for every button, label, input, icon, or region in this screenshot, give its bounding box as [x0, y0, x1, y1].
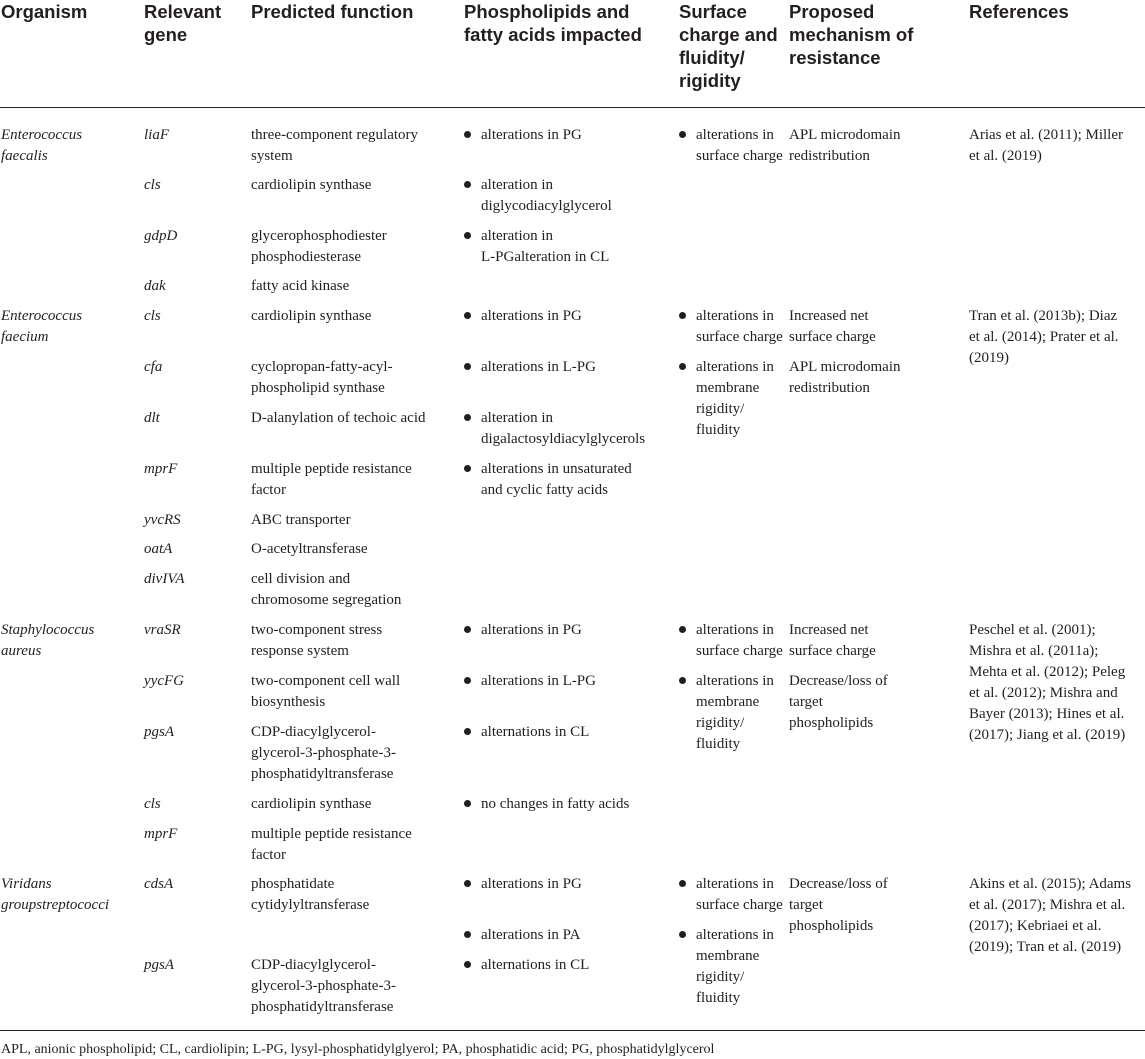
function-cell: CDP-diacylglycerol- glycerol-3-phosphate-3- phosphatidyltransferase: [251, 957, 396, 1015]
gene-cell: cls: [144, 796, 161, 812]
function-cell: two-component cell wall biosynthesis: [251, 673, 401, 710]
lipid-bullet: alterations in PG: [464, 620, 582, 641]
lipid-bullet: alterations in PG: [464, 306, 582, 327]
organism-name: Enterococcus faecium: [1, 308, 83, 345]
gene-cell: oatA: [144, 541, 173, 557]
surface-bullet: alterations in surface charge: [679, 125, 783, 167]
footer-rule: [0, 1030, 1145, 1031]
organism-name: Staphylococcus aureus: [1, 622, 95, 659]
gene-cell: mprF: [144, 461, 178, 477]
gene-cell: yycFG: [144, 673, 184, 689]
header-references: References: [969, 1, 1069, 22]
gene-cell: dlt: [144, 410, 160, 426]
gene-cell: dak: [144, 278, 166, 294]
function-cell: O-acetyltransferase: [251, 541, 368, 557]
surface-bullet: alterations in surface charge: [679, 874, 783, 916]
function-cell: two-component stress response system: [251, 622, 383, 659]
gene-cell: cls: [144, 177, 161, 193]
mechanism-cell: APL microdomain redistribution: [789, 359, 901, 396]
lipid-bullet: no changes in fatty acids: [464, 794, 629, 815]
gene-cell: vraSR: [144, 622, 181, 638]
header-relevant-gene: Relevant gene: [144, 1, 222, 45]
lipid-bullet: alterations in PG: [464, 125, 582, 146]
function-cell: cyclopropan-fatty-acyl- phospholipid synthase: [251, 359, 393, 396]
function-cell: glycerophosphodiester phosphodiesterase: [251, 228, 387, 265]
gene-cell: pgsA: [144, 724, 174, 740]
references-cell: Arias et al. (2011); Miller et al. (2019): [969, 127, 1123, 164]
header-mechanism: Proposed mechanism of resistance: [789, 1, 914, 68]
header-surface-charge: Surface charge and fluidity/ rigidity: [679, 1, 778, 91]
function-cell: multiple peptide resistance factor: [251, 461, 412, 498]
function-cell: cell division and chromosome segregation: [251, 571, 402, 608]
function-cell: D-alanylation of techoic acid: [251, 410, 426, 426]
gene-cell: mprF: [144, 826, 178, 842]
function-cell: ABC transporter: [251, 512, 351, 528]
function-cell: three-component regulatory system: [251, 127, 419, 164]
gene-cell: cls: [144, 308, 161, 324]
header-predicted-function: Predicted function: [251, 1, 414, 22]
lipid-bullet: alternations in CL: [464, 722, 589, 743]
gene-cell: yvcRS: [144, 512, 181, 528]
header-organism: Organism: [1, 1, 88, 22]
lipid-bullet: alteration in L-PGalteration in CL: [464, 226, 609, 268]
function-cell: fatty acid kinase: [251, 278, 350, 294]
surface-bullet: alterations in membrane rigidity/ fluidity: [679, 671, 774, 755]
lipid-bullet: alterations in PA: [464, 925, 580, 946]
surface-bullet: alterations in surface charge: [679, 306, 783, 348]
surface-bullet: alterations in membrane rigidity/ fluidity: [679, 357, 774, 441]
organism-name: Viridans groupstreptococci: [1, 876, 110, 913]
gene-cell: liaF: [144, 127, 169, 143]
surface-bullet: alterations in membrane rigidity/ fluidity: [679, 925, 774, 1009]
table-footnote: APL, anionic phospholipid; CL, cardiolipin; L-PG, lysyl-phosphatidylglyerol; PA, phosphatidic acid; PG, phosphatidylglycerol: [1, 1042, 715, 1057]
mechanism-cell: Increased net surface charge: [789, 308, 876, 345]
lipid-bullet: alterations in L-PG: [464, 671, 596, 692]
gene-cell: cdsA: [144, 876, 174, 892]
references-cell: Tran et al. (2013b); Diaz et al. (2014); Prater et al. (2019): [969, 308, 1119, 366]
gene-cell: gdpD: [144, 228, 178, 244]
lipid-bullet: alterations in L-PG: [464, 357, 596, 378]
function-cell: cardiolipin synthase: [251, 796, 372, 812]
lipid-bullet: alteration in digalactosyldiacylglycerols: [464, 408, 645, 450]
function-cell: phosphatidate cytidylyltransferase: [251, 876, 370, 913]
header-rule: [0, 107, 1145, 108]
mechanism-cell: Decrease/loss of target phospholipids: [789, 673, 888, 731]
mechanism-cell: Increased net surface charge: [789, 622, 876, 659]
gene-cell: cfa: [144, 359, 163, 375]
surface-bullet: alterations in surface charge: [679, 620, 783, 662]
lipid-bullet: alteration in diglycodiacylglycerol: [464, 175, 612, 217]
references-cell: Akins et al. (2015); Adams et al. (2017); Mishra et al. (2017); Kebriaei et al. (2019); Tran et al. (2019): [969, 876, 1132, 955]
organism-name: Enterococcus faecalis: [1, 127, 83, 164]
function-cell: cardiolipin synthase: [251, 308, 372, 324]
header-phospholipids: Phospholipids and fatty acids impacted: [464, 1, 642, 45]
lipid-bullet: alterations in PG: [464, 874, 582, 895]
gene-cell: divIVA: [144, 571, 185, 587]
mechanism-cell: APL microdomain redistribution: [789, 127, 901, 164]
references-cell: Peschel et al. (2001); Mishra et al. (2011a); Mehta et al. (2012); Peleg et al. (2012); Mishra and Bayer (2013); Hines et al. (2017); Jiang et al. (2019): [969, 622, 1126, 743]
mechanism-cell: Decrease/loss of target phospholipids: [789, 876, 888, 934]
function-cell: multiple peptide resistance factor: [251, 826, 412, 863]
gene-cell: pgsA: [144, 957, 174, 973]
lipid-bullet: alterations in unsaturated and cyclic fatty acids: [464, 459, 632, 501]
function-cell: CDP-diacylglycerol- glycerol-3-phosphate-3- phosphatidyltransferase: [251, 724, 396, 782]
lipid-bullet: alternations in CL: [464, 955, 589, 976]
function-cell: cardiolipin synthase: [251, 177, 372, 193]
